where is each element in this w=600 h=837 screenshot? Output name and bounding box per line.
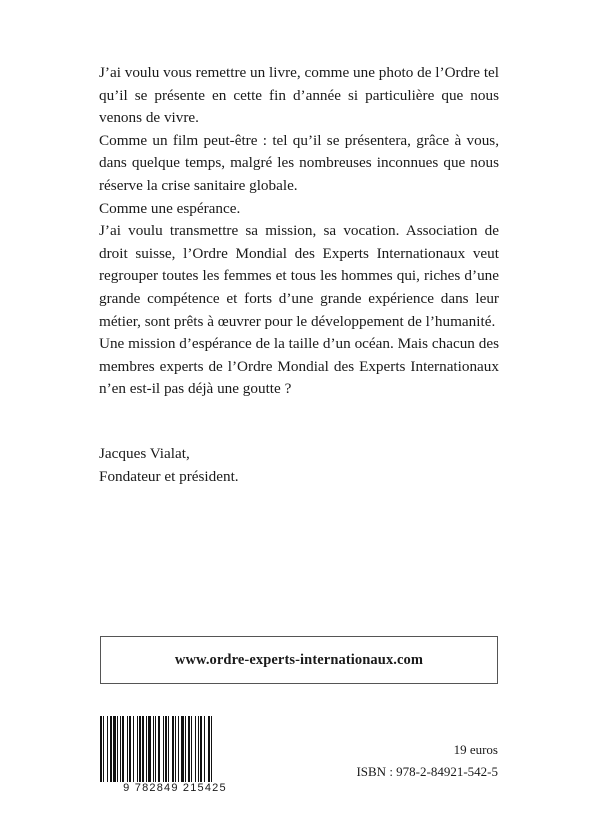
barcode — [99, 716, 251, 782]
barcode-bar — [185, 716, 186, 782]
paragraph-4: J’ai voulu transmettre sa mission, sa vocation. Association de droit suisse, l’Ordre Mondial des Experts Internationaux veut regrouper toutes les femmes et tous les hommes qui, riches d’une grande compétence et forts d’une grande expérience dans leur métier, sont prêts à œuvrer pour le développement de l’humanité. — [99, 222, 499, 330]
barcode-icon — [99, 716, 251, 782]
barcode-bar — [129, 716, 131, 782]
barcode-bar — [195, 716, 196, 782]
barcode-bar — [117, 716, 118, 782]
barcode-bar — [178, 716, 179, 782]
signature-name: Jacques Vialat, — [99, 445, 190, 462]
back-cover-text — [99, 62, 499, 401]
barcode-bar — [113, 716, 116, 782]
barcode-bar — [200, 716, 202, 782]
barcode-bar — [163, 716, 164, 782]
barcode-bar — [158, 716, 160, 782]
barcode-bar — [191, 716, 192, 782]
barcode-bar — [127, 716, 128, 782]
barcode-bar — [155, 716, 156, 782]
signature-title: Fondateur et président. — [99, 467, 239, 485]
barcode-bar — [100, 716, 102, 782]
price: 19 euros — [453, 742, 498, 757]
signature — [99, 443, 239, 488]
barcode-bar — [168, 716, 169, 782]
barcode-bar — [122, 716, 124, 782]
website-url[interactable]: www.ordre-experts-internationaux.com — [174, 651, 424, 668]
paragraph-1: J’ai voulu vous remettre un livre, comme une photo de l’Ordre tel qu’il se présente en cette fin d’année si particulière que nous venons de vivre. — [99, 64, 499, 127]
barcode-bar — [133, 716, 134, 782]
barcode-bar — [153, 716, 154, 782]
barcode-bar — [172, 716, 174, 782]
barcode-bar — [146, 716, 147, 782]
barcode-bar — [208, 716, 210, 782]
barcode-bar — [139, 716, 141, 782]
barcode-bar — [107, 716, 108, 782]
barcode-bar — [181, 716, 184, 782]
barcode-bar — [120, 716, 121, 782]
paragraph-2: Comme un film peut-être : tel qu’il se présentera, grâce à vous, dans quelque temps, malgré les nombreuses inconnues que nous réserve la crise sanitaire globale. — [99, 131, 499, 194]
barcode-bar — [137, 716, 138, 782]
barcode-bar — [211, 716, 212, 782]
paragraph-3: Comme une espérance. — [99, 199, 241, 217]
barcode-bar — [110, 716, 112, 782]
barcode-bar — [165, 716, 167, 782]
barcode-bar — [175, 716, 176, 782]
barcode-bar — [103, 716, 104, 782]
barcode-bar — [198, 716, 199, 782]
barcode-bar — [188, 716, 190, 782]
barcode-bar — [142, 716, 144, 782]
isbn: ISBN : 978-2-84921-542-5 — [356, 764, 498, 779]
website-box — [100, 636, 498, 684]
barcode-bar — [148, 716, 151, 782]
barcode-bar — [204, 716, 205, 782]
paragraph-5: Une mission d’espérance de la taille d’un océan. Mais chacun des membres experts de l’Ordre Mondial des Experts Internationaux n’en est-il pas déjà une goutte ? — [99, 335, 499, 398]
barcode-digits: 9 782849 215425 — [123, 782, 227, 794]
